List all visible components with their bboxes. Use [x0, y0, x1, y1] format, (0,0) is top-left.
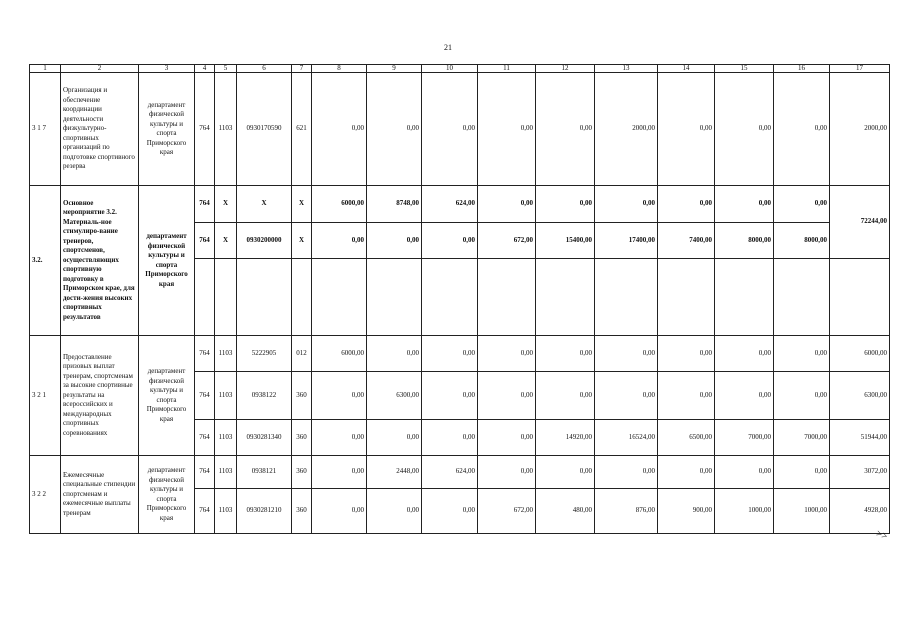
cell: 012 — [292, 336, 312, 372]
cell: 621 — [292, 73, 312, 186]
empty-cell — [830, 259, 890, 336]
cell: 764 — [195, 186, 215, 223]
page-number: 21 — [444, 43, 452, 52]
row-name: Ежемесячные специальные стипендии спортсменам и ежемесячные выплаты тренерам — [61, 456, 139, 534]
empty-cell — [237, 259, 292, 336]
cell: 0,00 — [774, 456, 830, 489]
empty-cell — [478, 259, 536, 336]
col-number: 10 — [422, 65, 478, 73]
cell: 672,00 — [478, 489, 536, 534]
table-row — [30, 336, 890, 372]
col-number: 5 — [215, 65, 237, 73]
cell: 51944,00 — [830, 420, 890, 456]
cell: 0,00 — [312, 456, 367, 489]
cell: 672,00 — [478, 223, 536, 259]
cell: 764 — [195, 336, 215, 372]
cell: 0,00 — [367, 73, 422, 186]
cell: 0938122 — [237, 372, 292, 420]
cell: 0,00 — [658, 456, 715, 489]
cell: 0930281210 — [237, 489, 292, 534]
cell: 6300,00 — [367, 372, 422, 420]
cell: 7000,00 — [774, 420, 830, 456]
cell: 0,00 — [536, 456, 595, 489]
row-code: 3.2. — [30, 186, 61, 336]
cell: 0,00 — [715, 456, 774, 489]
cell: 0,00 — [367, 223, 422, 259]
cell: 0,00 — [422, 372, 478, 420]
col-number: 15 — [715, 65, 774, 73]
row-name: Основное мероприятие 3.2. Материаль-ное стимулиро-вание тренеров, спортсменов, осуществляющих спортивную подготовку в Приморском крае, для дости-жения высоких спортивных результатов — [61, 186, 139, 336]
cell: 1103 — [215, 489, 237, 534]
cell: 0,00 — [595, 372, 658, 420]
col-number: 16 — [774, 65, 830, 73]
row-executor: департамент физической культуры и спорта Приморского края — [139, 336, 195, 456]
cell: X — [292, 223, 312, 259]
cell: 0,00 — [536, 186, 595, 223]
cell: 0,00 — [478, 336, 536, 372]
cell: 0,00 — [715, 186, 774, 223]
cell: 624,00 — [422, 186, 478, 223]
cell: 5222905 — [237, 336, 292, 372]
cell: 0938121 — [237, 456, 292, 489]
cell: 8748,00 — [367, 186, 422, 223]
cell: 6300,00 — [830, 372, 890, 420]
cell: 8000,00 — [774, 223, 830, 259]
empty-cell — [312, 259, 367, 336]
cell: 876,00 — [595, 489, 658, 534]
cell: 14920,00 — [536, 420, 595, 456]
cell: 1103 — [215, 456, 237, 489]
cell: 0,00 — [478, 372, 536, 420]
col-number: 6 — [237, 65, 292, 73]
cell: 0,00 — [367, 420, 422, 456]
cell: 764 — [195, 372, 215, 420]
cell: 360 — [292, 489, 312, 534]
cell: 0,00 — [422, 223, 478, 259]
col-number: 14 — [658, 65, 715, 73]
col-number: 12 — [536, 65, 595, 73]
cell: 17400,00 — [595, 223, 658, 259]
cell: 0,00 — [658, 372, 715, 420]
cell: 0,00 — [422, 489, 478, 534]
cell: 360 — [292, 372, 312, 420]
cell: 0,00 — [595, 456, 658, 489]
cell: 0,00 — [658, 336, 715, 372]
budget-table — [29, 64, 890, 534]
cell: 16524,00 — [595, 420, 658, 456]
cell: 2000,00 — [830, 73, 890, 186]
column-number-row — [30, 65, 890, 73]
col-number: 8 — [312, 65, 367, 73]
cell: 0,00 — [536, 73, 595, 186]
cell: X — [215, 223, 237, 259]
cell: 6000,00 — [312, 186, 367, 223]
cell: 0,00 — [312, 372, 367, 420]
cell: 1103 — [215, 420, 237, 456]
empty-cell — [658, 259, 715, 336]
cell: 0,00 — [312, 489, 367, 534]
cell: 1000,00 — [715, 489, 774, 534]
cell: 0,00 — [774, 73, 830, 186]
cell: 7000,00 — [715, 420, 774, 456]
cell: 0,00 — [536, 372, 595, 420]
cell: 6000,00 — [312, 336, 367, 372]
cell: 6500,00 — [658, 420, 715, 456]
empty-cell — [595, 259, 658, 336]
cell: 2000,00 — [595, 73, 658, 186]
cell: 0,00 — [715, 73, 774, 186]
cell: 0,00 — [595, 186, 658, 223]
cell: 1103 — [215, 73, 237, 186]
cell: 764 — [195, 73, 215, 186]
cell: 0,00 — [478, 420, 536, 456]
cell: 15400,00 — [536, 223, 595, 259]
cell: 0930281340 — [237, 420, 292, 456]
cell: 0,00 — [422, 336, 478, 372]
cell: 764 — [195, 489, 215, 534]
row-name: Организация и обеспечение координации деятельности физкультурно-спортивных организаций по подготовке спортивного резерва — [61, 73, 139, 186]
cell: 0,00 — [658, 186, 715, 223]
cell: 0,00 — [422, 420, 478, 456]
cell: 0,00 — [367, 489, 422, 534]
continuation-mark: >> — [874, 528, 889, 543]
cell: 480,00 — [536, 489, 595, 534]
col-number: 11 — [478, 65, 536, 73]
cell: 0930170590 — [237, 73, 292, 186]
cell: 1103 — [215, 372, 237, 420]
empty-cell — [715, 259, 774, 336]
cell: 0,00 — [312, 420, 367, 456]
col-number: 13 — [595, 65, 658, 73]
col-number: 17 — [830, 65, 890, 73]
cell: 0,00 — [312, 223, 367, 259]
cell: 0,00 — [658, 73, 715, 186]
cell: 1103 — [215, 336, 237, 372]
row-name: Предоставление призовых выплат тренерам, спортсменам за высокие спортивные результаты на всероссийских и международных спортивных соревнованиях — [61, 336, 139, 456]
cell: 764 — [195, 223, 215, 259]
row-code: 3 2 2 — [30, 456, 61, 534]
col-number: 4 — [195, 65, 215, 73]
empty-cell — [195, 259, 215, 336]
cell: X — [237, 186, 292, 223]
cell: 0,00 — [478, 456, 536, 489]
empty-cell — [774, 259, 830, 336]
cell: 0,00 — [774, 372, 830, 420]
row-total: 72244,00 — [830, 186, 890, 259]
cell: 0,00 — [715, 336, 774, 372]
cell: 0,00 — [536, 336, 595, 372]
table-row — [30, 73, 890, 186]
cell: 764 — [195, 420, 215, 456]
cell: 360 — [292, 456, 312, 489]
cell: 0,00 — [478, 73, 536, 186]
col-number: 1 — [30, 65, 61, 73]
row-executor: департамент физической культуры и спорта Приморского края — [139, 186, 195, 336]
cell: 7400,00 — [658, 223, 715, 259]
cell: 764 — [195, 456, 215, 489]
empty-cell — [292, 259, 312, 336]
cell: 0,00 — [774, 336, 830, 372]
cell: X — [292, 186, 312, 223]
cell: 0,00 — [774, 186, 830, 223]
cell: 360 — [292, 420, 312, 456]
cell: 2448,00 — [367, 456, 422, 489]
cell: 624,00 — [422, 456, 478, 489]
col-number: 2 — [61, 65, 139, 73]
cell: 0,00 — [422, 73, 478, 186]
row-code: 3 1 7 — [30, 73, 61, 186]
table-row — [30, 186, 890, 223]
empty-cell — [367, 259, 422, 336]
empty-cell — [422, 259, 478, 336]
empty-cell — [536, 259, 595, 336]
cell: 0,00 — [715, 372, 774, 420]
cell: 0,00 — [595, 336, 658, 372]
row-executor: департамент физической культуры и спорта Приморского края — [139, 456, 195, 534]
cell: 0,00 — [478, 186, 536, 223]
col-number: 9 — [367, 65, 422, 73]
col-number: 7 — [292, 65, 312, 73]
cell: 900,00 — [658, 489, 715, 534]
table-row — [30, 456, 890, 489]
cell: 0,00 — [312, 73, 367, 186]
col-number: 3 — [139, 65, 195, 73]
row-executor: департамент физической культуры и спорта Приморского края — [139, 73, 195, 186]
cell: 4928,00 — [830, 489, 890, 534]
cell: 6000,00 — [830, 336, 890, 372]
cell: 0930200000 — [237, 223, 292, 259]
cell: 0,00 — [367, 336, 422, 372]
row-code: 3 2 1 — [30, 336, 61, 456]
cell: 1000,00 — [774, 489, 830, 534]
empty-cell — [215, 259, 237, 336]
cell: 8000,00 — [715, 223, 774, 259]
cell: 3072,00 — [830, 456, 890, 489]
cell: X — [215, 186, 237, 223]
